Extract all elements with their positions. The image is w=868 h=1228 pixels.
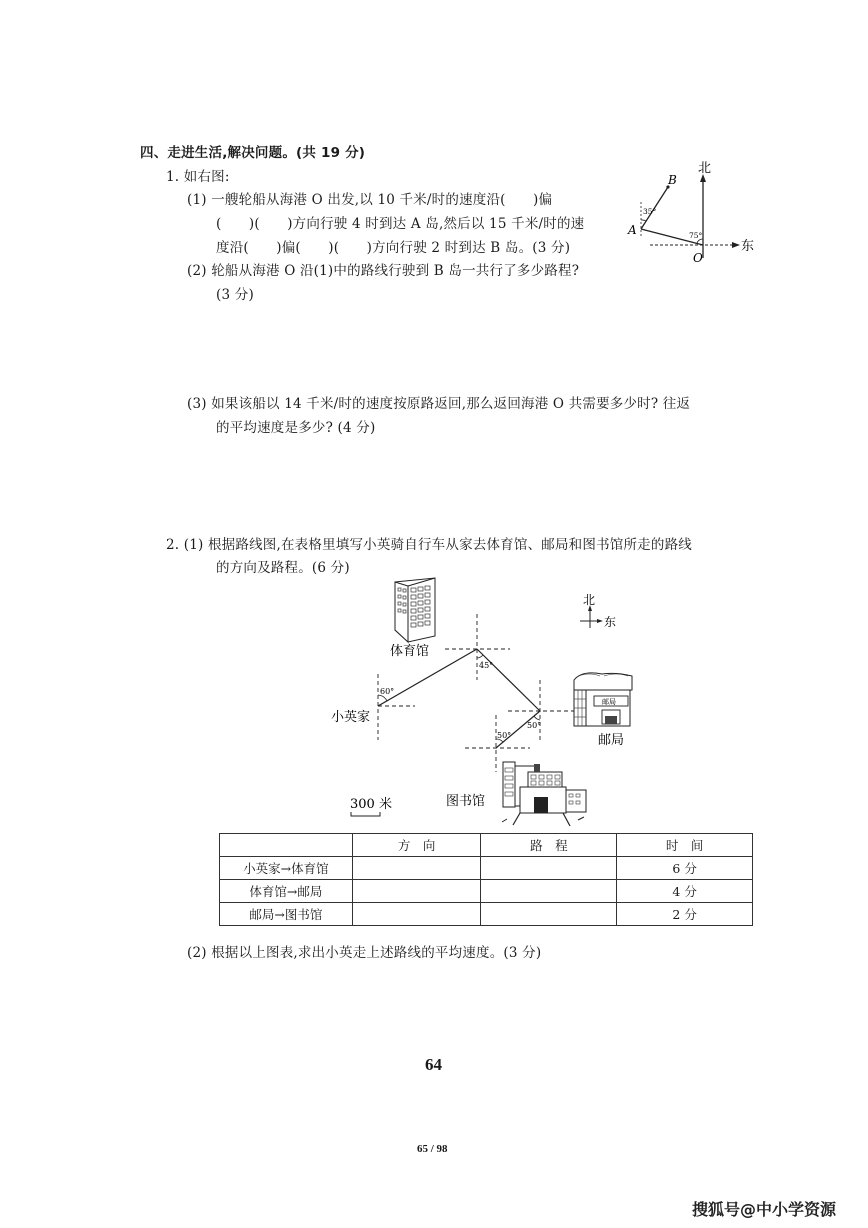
time-cell: 4 分 <box>617 880 753 903</box>
north-label: 北 <box>698 161 712 176</box>
angle-gym-label: 45° <box>479 661 494 670</box>
direction-cell[interactable] <box>352 903 481 926</box>
route-table <box>219 833 753 926</box>
distance-cell[interactable] <box>481 903 617 926</box>
page-number: 64 <box>425 1055 442 1074</box>
angle-post-label: 50° <box>527 721 542 730</box>
table-header-cell: 时 间 <box>617 834 753 857</box>
angle-home-label: 60° <box>380 687 395 696</box>
angle-a-label: 35° <box>643 207 657 216</box>
scale-label: 300 米 <box>350 797 392 812</box>
table-row <box>220 880 753 903</box>
q2-part1-line2: 的方向及路程。(6 分) <box>216 560 350 576</box>
angle-library-label: 50° <box>497 731 512 740</box>
east-arrow-icon <box>732 242 740 248</box>
ship-route-diagram <box>620 150 770 270</box>
q1-part3-line2: 的平均速度是多少? (4 分) <box>216 420 376 436</box>
watermark: 搜狐号@中小学资源 <box>692 1200 837 1219</box>
route-cell: 邮局→图书馆 <box>220 903 353 926</box>
q2-part1-line1: 2. (1) 根据路线图,在表格里填写小英骑自行车从家去体育馆、邮局和图书馆所走的路线 <box>166 537 692 553</box>
gym-building-icon <box>395 578 435 642</box>
time-cell: 6 分 <box>617 857 753 880</box>
table-row <box>220 903 753 926</box>
compass-east-label: 东 <box>604 615 617 629</box>
q1-intro: 1. 如右图: <box>166 169 230 185</box>
distance-cell[interactable] <box>481 857 617 880</box>
q1-part2-line1: (2) 轮船从海港 O 沿(1)中的路线行驶到 B 岛一共行了多少路程? <box>187 263 580 279</box>
q1-part2-line2: (3 分) <box>216 287 254 303</box>
point-o-label: O <box>693 251 703 265</box>
table-header-cell <box>220 834 353 857</box>
route-gym-to-post <box>477 649 540 711</box>
gym-guides <box>445 614 510 680</box>
home-label: 小英家 <box>331 710 371 725</box>
point-a-label: A <box>628 223 637 237</box>
route-cell: 体育馆→邮局 <box>220 880 353 903</box>
section-title: 四、走进生活,解决问题。(共 19 分) <box>140 145 366 161</box>
library-guides <box>465 715 530 772</box>
home-guides <box>378 674 415 740</box>
q1-part1-line3: 度沿( )偏( )( )方向行驶 2 时到达 B 岛。(3 分) <box>216 240 571 256</box>
post-office-label: 邮局 <box>598 733 625 748</box>
time-cell: 2 分 <box>617 903 753 926</box>
q1-part3-line1: (3) 如果该船以 14 千米/时的速度按原路返回,那么返回海港 O 共需要多少时? 往返 <box>187 396 691 412</box>
direction-cell[interactable] <box>352 880 481 903</box>
table-header-cell: 方 向 <box>352 834 481 857</box>
table-header-row <box>220 834 753 857</box>
q1-part1-line1: (1) 一艘轮船从海港 O 出发,以 10 千米/时的速度沿( )偏 <box>187 192 553 208</box>
post-office-building-icon <box>574 673 632 726</box>
library-building-icon <box>502 762 586 826</box>
compass-icon <box>580 605 603 628</box>
gym-label: 体育馆 <box>390 644 430 659</box>
compass-north-label: 北 <box>583 593 596 607</box>
route-cell: 小英家→体育馆 <box>220 857 353 880</box>
post-sign-text: 邮局 <box>602 698 616 706</box>
table-header-cell: 路 程 <box>481 834 617 857</box>
scale-bar <box>351 812 380 816</box>
page-count: 65 / 98 <box>417 1143 448 1155</box>
distance-cell[interactable] <box>481 880 617 903</box>
q2-part2: (2) 根据以上图表,求出小英走上述路线的平均速度。(3 分) <box>187 945 542 961</box>
direction-cell[interactable] <box>352 857 481 880</box>
angle-o-label: 75° <box>689 231 703 240</box>
library-label: 图书馆 <box>446 794 486 809</box>
east-label: 东 <box>741 239 755 254</box>
q1-part1-line2: ( )( )方向行驶 4 时到达 A 岛,然后以 15 千米/时的速 <box>216 216 585 232</box>
point-b-label: B <box>668 173 677 187</box>
route-map <box>320 572 670 834</box>
table-row <box>220 857 753 880</box>
